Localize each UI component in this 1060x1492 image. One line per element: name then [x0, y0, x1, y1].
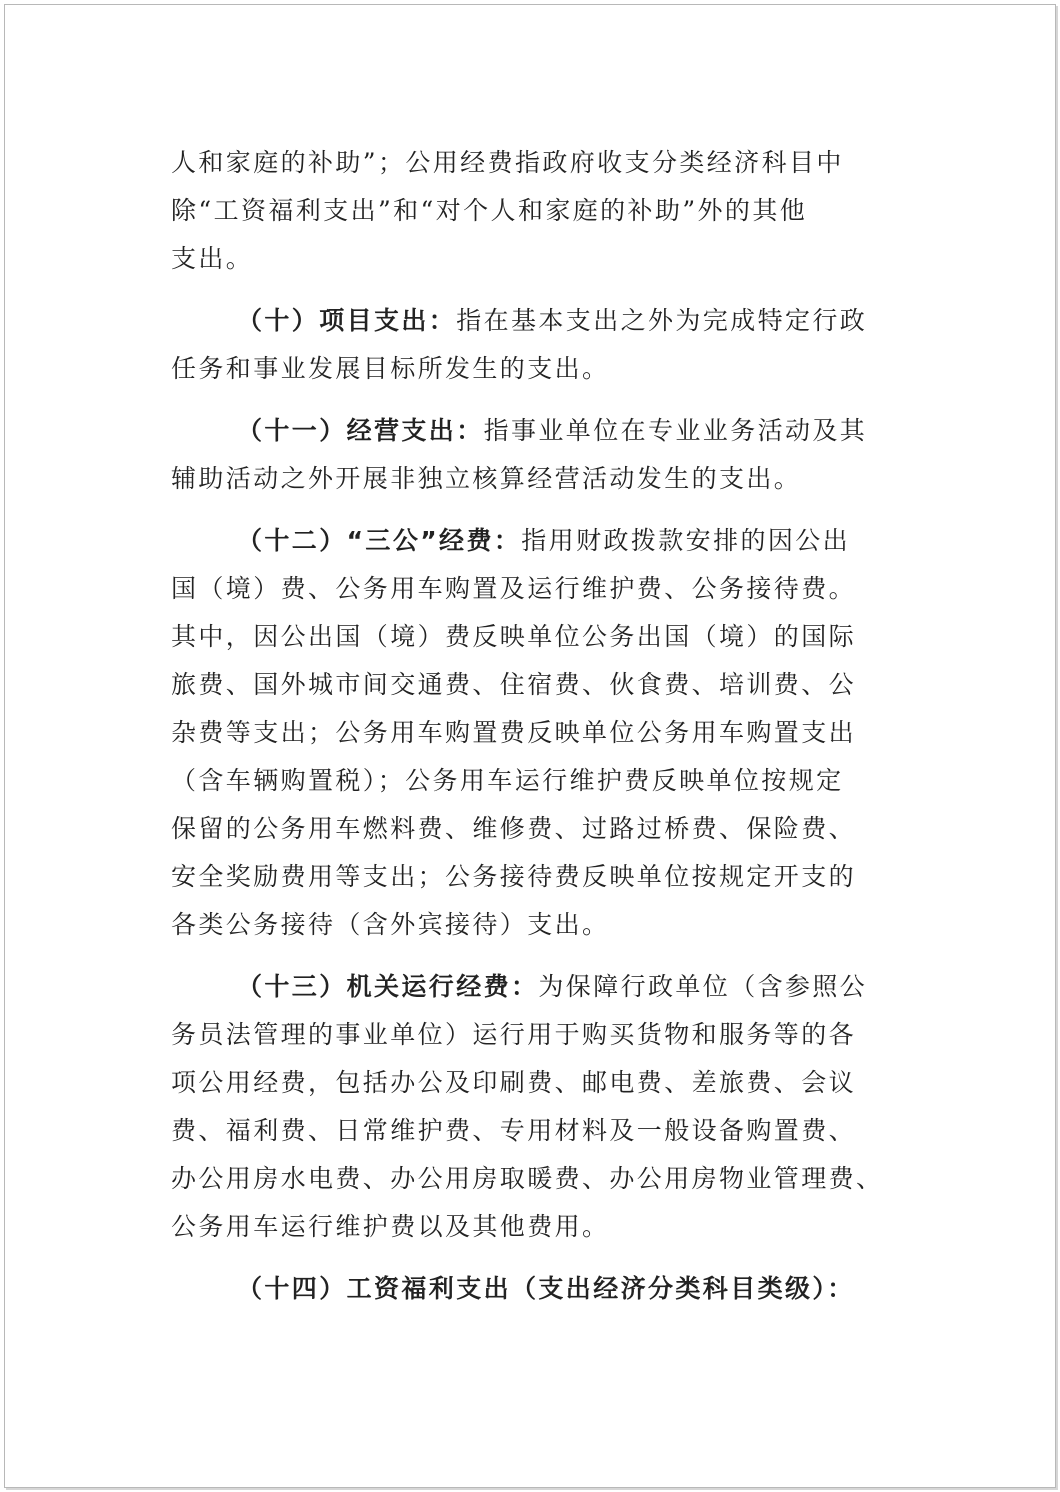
text-line: 公务用车运行维护费以及其他费用。: [171, 1212, 610, 1241]
text-line: 安全奖励费用等支出；公务接待费反映单位按规定开支的: [171, 862, 857, 891]
text-line: [171, 407, 931, 455]
paragraph-three-public-funds: [171, 517, 931, 949]
section-heading: （十一）经营支出：: [237, 416, 484, 445]
text-line: 其中，因公出国（境）费反映单位公务出国（境）的国际: [171, 622, 857, 651]
document-page: [4, 4, 1056, 1488]
section-text: 指用财政拨款安排的因公出: [521, 526, 851, 555]
section-text: 指在基本支出之外为完成特定行政: [456, 306, 868, 335]
text-line: [171, 963, 931, 1011]
section-heading: （十三）机关运行经费：: [237, 972, 539, 1001]
paragraph-operating-funds: [171, 963, 931, 1251]
section-text: 为保障行政单位（含参照公: [538, 972, 868, 1001]
text-line: [171, 517, 931, 565]
text-line: 辅助活动之外开展非独立核算经营活动发生的支出。: [171, 464, 802, 493]
paragraph-salary-welfare: [171, 1265, 931, 1313]
paragraph-public-funds: [171, 139, 931, 283]
section-text: 指事业单位在专业业务活动及其: [483, 416, 868, 445]
text-line: 保留的公务用车燃料费、维修费、过路过桥费、保险费、: [171, 814, 857, 843]
text-line: （含车辆购置税）；公务用车运行维护费反映单位按规定: [171, 766, 844, 795]
text-line: 项公用经费，包括办公及印刷费、邮电费、差旅费、会议: [171, 1068, 857, 1097]
text-line: 旅费、国外城市间交通费、住宿费、伙食费、培训费、公: [171, 670, 857, 699]
text-line: 人和家庭的补助”；公用经费指政府收支分类经济科目中: [171, 148, 844, 177]
text-line: 办公用房水电费、办公用房取暖费、办公用房物业管理费、: [171, 1164, 884, 1193]
text-line: 任务和事业发展目标所发生的支出。: [171, 354, 610, 383]
text-line: 除“工资福利支出”和“对个人和家庭的补助”外的其他: [171, 196, 808, 225]
section-heading: （十二）“三公”经费：: [237, 526, 522, 555]
text-line: 务员法管理的事业单位）运行用于购买货物和服务等的各: [171, 1020, 857, 1049]
paragraph-business-expenditure: [171, 407, 931, 503]
text-line: 国（境）费、公务用车购置及运行维护费、公务接待费。: [171, 574, 857, 603]
text-line: [171, 1265, 931, 1313]
section-heading: （十）项目支出：: [237, 306, 457, 335]
section-heading: （十四）工资福利支出（支出经济分类科目类级）：: [237, 1274, 855, 1303]
document-body: [171, 139, 931, 1313]
text-line: 费、福利费、日常维护费、专用材料及一般设备购置费、: [171, 1116, 857, 1145]
text-line: 杂费等支出；公务用车购置费反映单位公务用车购置支出: [171, 718, 857, 747]
text-line: 各类公务接待（含外宾接待）支出。: [171, 910, 610, 939]
text-line: [171, 297, 931, 345]
text-line: 支出。: [171, 244, 254, 273]
paragraph-project-expenditure: [171, 297, 931, 393]
